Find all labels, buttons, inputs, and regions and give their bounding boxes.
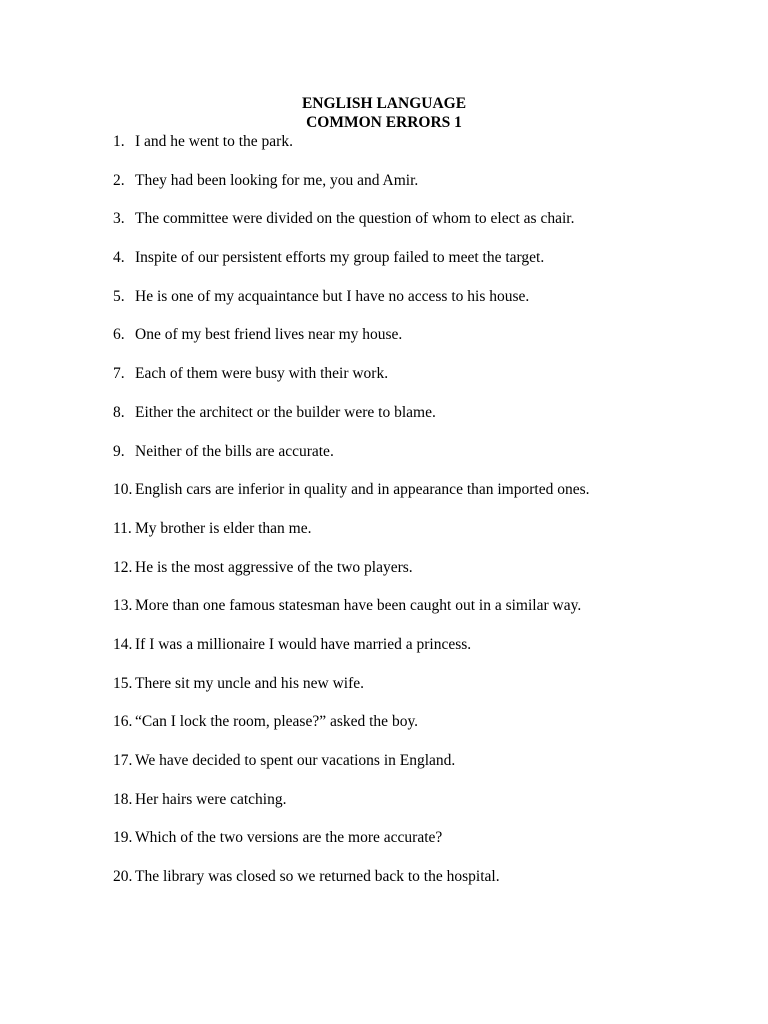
item-text: One of my best friend lives near my house. [135,326,403,344]
list-item [113,674,590,713]
item-text: More than one famous statesman have been caught out in a similar way. [135,597,582,615]
item-number: 14. [113,635,133,653]
list-item [113,558,590,597]
list-item [113,828,590,867]
item-number: 1. [113,133,125,150]
item-number: 3. [113,210,125,228]
item-number: 2. [113,171,125,189]
errors-list [113,132,590,906]
item-number: 17. [113,752,133,769]
title-line-2: COMMON ERRORS 1 [306,114,462,131]
item-text: If I was a millionaire I would have married a princess. [135,635,472,653]
list-item [113,519,590,558]
list-item [113,596,590,635]
item-number: 6. [113,326,125,344]
list-item [113,248,590,287]
item-number: 15. [113,674,133,692]
item-number: 10. [113,481,133,499]
list-item [113,132,590,171]
list-item [113,325,590,364]
item-text: The library was closed so we returned back to the hospital. [135,868,500,886]
item-number: 18. [113,790,133,808]
list-item [113,287,590,326]
item-text: Each of them were busy with their work. [135,365,389,383]
list-item [113,209,590,248]
item-number: 13. [113,597,133,615]
item-text: “Can I lock the room, please?” asked the boy. [135,713,419,731]
item-text: Her hairs were catching. [135,790,287,808]
item-number: 19. [113,829,133,847]
item-number: 11. [113,519,132,537]
list-item [113,442,590,481]
item-text: My brother is elder than me. [135,519,312,537]
list-item [113,712,590,751]
item-number: 9. [113,442,125,460]
title-line-1: ENGLISH LANGUAGE [301,95,467,112]
list-item [113,480,590,519]
item-text: I and he went to the park. [135,133,293,150]
item-text: Which of the two versions are the more accurate? [135,829,443,847]
item-text: There sit my uncle and his new wife. [135,674,364,692]
item-number: 12. [113,558,133,576]
list-item [113,403,590,442]
item-text: We have decided to spent our vacations in England. [135,752,456,769]
item-number: 4. [113,249,125,267]
item-number: 7. [113,365,125,383]
item-text: Either the architect or the builder were to blame. [135,403,436,421]
document-title [0,94,768,132]
item-text: They had been looking for me, you and Amir. [135,171,419,189]
item-text: English cars are inferior in quality and in appearance than imported ones. [135,481,590,499]
item-number: 5. [113,287,125,305]
item-number: 20. [113,868,133,886]
item-text: He is the most aggressive of the two players. [135,558,413,576]
list-item [113,790,590,829]
item-number: 16. [113,713,133,731]
list-item [113,635,590,674]
item-number: 8. [113,403,125,421]
item-text: Inspite of our persistent efforts my group failed to meet the target. [135,249,545,267]
item-text: The committee were divided on the question of whom to elect as chair. [135,210,575,228]
list-item [113,751,590,790]
item-text: He is one of my acquaintance but I have no access to his house. [135,287,530,305]
item-text: Neither of the bills are accurate. [135,442,334,460]
list-item [113,867,590,906]
list-item [113,171,590,210]
list-item [113,364,590,403]
